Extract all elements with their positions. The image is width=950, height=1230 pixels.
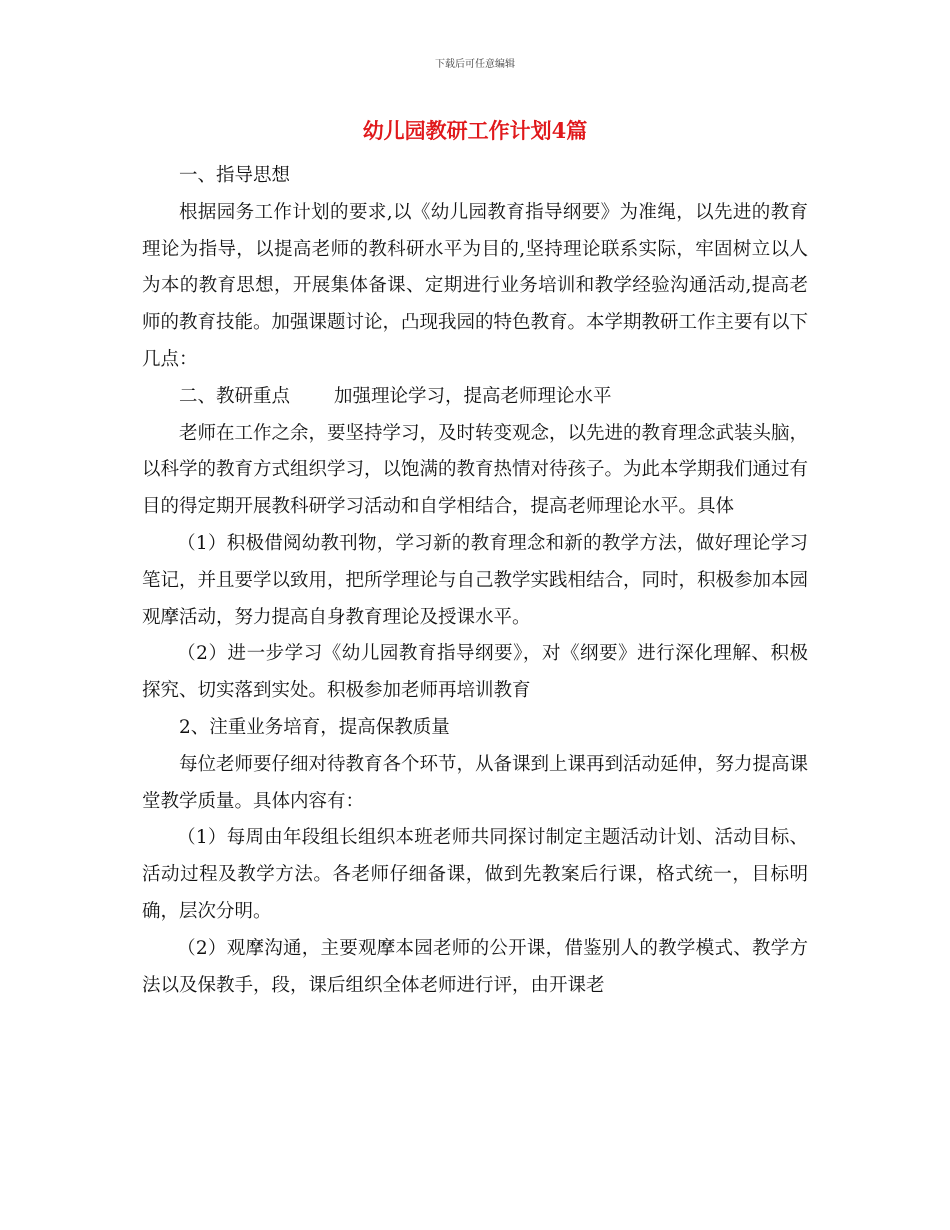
paragraph-guiding-ideology: 根据园务工作计划的要求,以《幼儿园教育指导纲要》为准绳，以先进的教育理论为指导，以提高老师的教科研水平为目的,坚持理论联系实际，牢固树立以人为本的教育思想，开展集体备课、定期进行业务培训和教学经验沟通活动,提高老师的教育技能。加强课题讨论，凸现我园的特色教育。本学期教研工作主要有以下几点： bbox=[142, 201, 809, 370]
list-item-3: （1）每周由年段组长组织本班老师共同探讨制定主题活动计划、活动目标、活动过程及教学方法。各老师仔细备课，做到先教案后行课，格式统一，目标明确，层次分明。 bbox=[142, 827, 808, 922]
header-note: 下载后可任意编辑 bbox=[435, 59, 515, 70]
document-title: 幼儿园教研工作计划4篇 bbox=[362, 118, 588, 143]
paragraph-professional-training: 每位老师要仔细对待教育各个环节，从备课到上课再到活动延伸，努力提高课堂教学质量。具体内容有： bbox=[142, 753, 809, 812]
subheading-professional-training: 2、注重业务培育，提高保教质量 bbox=[179, 716, 450, 738]
list-item-1: （1）积极借阅幼教刊物，学习新的教育理念和新的教学方法，做好理论学习笔记，并且要学以致用，把所学理论与自己教学实践相结合，同时，积极参加本园观摩活动，努力提高自身教育理论及授课水平。 bbox=[142, 532, 809, 628]
list-item-2: （2）进一步学习《幼儿园教育指导纲要》，对《纲要》进行深化理解、积极探究、切实落到实处。积极参加老师再培训教育 bbox=[142, 643, 808, 702]
section-heading-guiding-ideology: 一、指导思想 bbox=[179, 165, 291, 186]
document-body bbox=[142, 158, 808, 1004]
list-item-4: （2）观摩沟通，主要观摩本园老师的公开课，借鉴别人的教学模式、教学方法以及保教手，段，课后组织全体老师进行评，由开课老 bbox=[142, 937, 808, 996]
subheading-theory-study: 加强理论学习，提高老师理论水平 bbox=[334, 385, 612, 407]
paragraph-theory-study: 老师在工作之余，要坚持学习，及时转变观念，以先进的教育理念武装头脑，以科学的教育方式组织学习，以饱满的教育热情对待孩子。为此本学期我们通过有目的得定期开展教科研学习活动和自学相结合，提高老师理论水平。具体 bbox=[142, 422, 809, 518]
section-heading-key-points: 二、教研重点 bbox=[179, 385, 291, 407]
section-heading-key-points-line bbox=[142, 379, 808, 416]
